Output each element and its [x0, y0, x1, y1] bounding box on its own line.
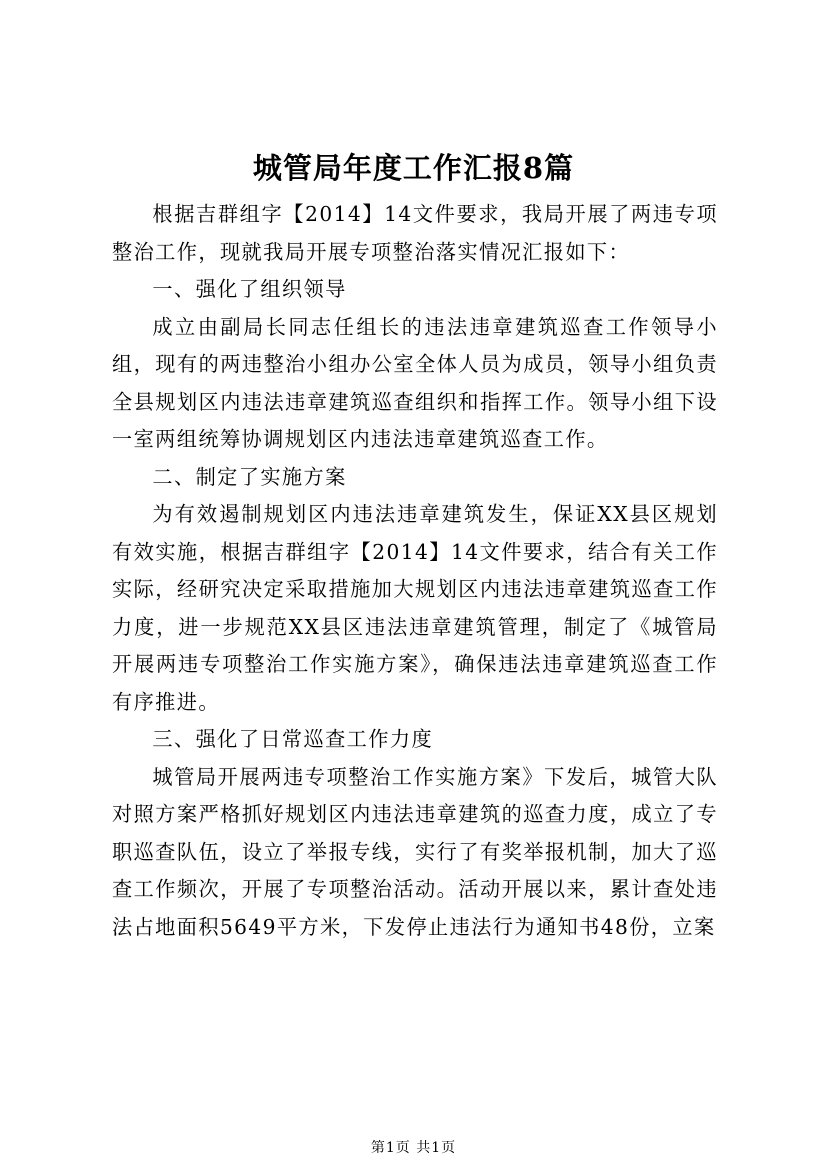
paragraph-section-1: 成立由副局长同志任组长的违法违章建筑巡查工作领导小组，现有的两违整治小组办公室全体人员为成员，领导小组负责全县规划区内违法违章建筑巡查组织和指挥工作。领导小组下设一室两组统筹协调规划区内违法违章建筑巡查工作。 — [112, 314, 718, 451]
document-title: 城管局年度工作汇报8篇 — [252, 151, 575, 185]
section-heading-1: 一、强化了组织领导 — [152, 277, 347, 301]
document-body — [112, 196, 718, 946]
paragraph-section-2: 为有效遏制规划区内违法违章建筑发生，保证XX县区规划有效实施，根据吉群组字【2014】14文件要求，结合有关工作实际，经研究决定采取措施加大规划区内违法违章建筑巡查工作力度，进一步规范XX县区违法违章建筑管理，制定了《城管局开展两违专项整治工作实施方案》，确保违法违章建筑巡查工作有序推进。 — [112, 502, 718, 714]
section-heading-3: 三、强化了日常巡查工作力度 — [152, 727, 434, 751]
paragraph-section-3: 城管局开展两违专项整治工作实施方案》下发后，城管大队对照方案严格抓好规划区内违法违章建筑的巡查力度，成立了专职巡查队伍，设立了举报专线，实行了有奖举报机制，加大了巡查工作频次，开展了专项整治活动。活动开展以来，累计查处违法占地面积5649平方米，下发停止违法行为通知书48份，立案 — [112, 764, 718, 939]
paragraph-intro: 根据吉群组字【2014】14文件要求，我局开展了两违专项整治工作，现就我局开展专项整治落实情况汇报如下： — [112, 202, 718, 264]
section-heading-2: 二、制定了实施方案 — [152, 464, 347, 489]
page-footer: 第1页 共1页 — [370, 1140, 457, 1156]
